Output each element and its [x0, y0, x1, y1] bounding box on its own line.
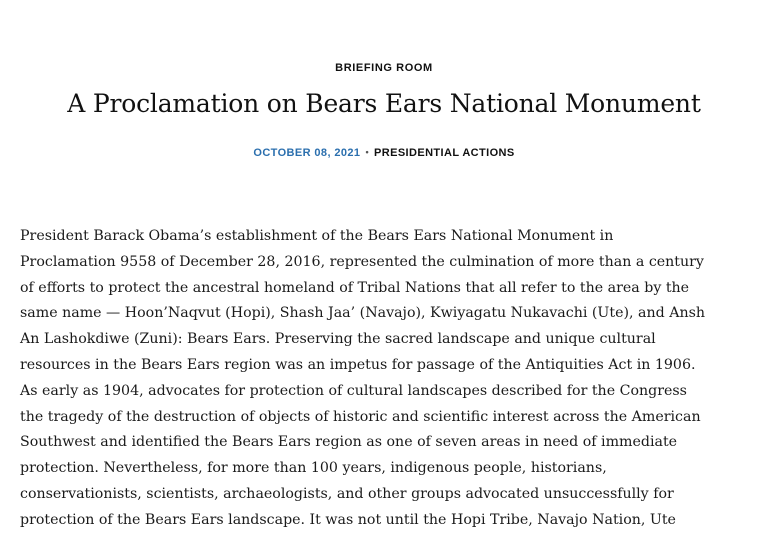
body-line: An Lashokdiwe (Zuni): Bears Ears. Preserving the sacred landscape and unique cultural — [20, 331, 656, 348]
body-line: President Barack Obama’s establishment of the Bears Ears National Monument in — [20, 228, 614, 244]
article-body — [20, 224, 750, 534]
body-line: Southwest and identified the Bears Ears region as one of seven areas in need of immediate — [20, 434, 678, 451]
body-line: conservationists, scientists, archaeologists, and other groups advocated unsuccessfully for — [20, 485, 674, 502]
body-line: resources in the Bears Ears region was an impetus for passage of the Antiquities Act in 1906. — [20, 356, 696, 373]
body-line: of efforts to protect the ancestral homeland of Tribal Nations that all refer to the area by the — [20, 279, 690, 296]
body-line: the tragedy of the destruction of objects of historic and scientific interest across the American — [20, 408, 701, 425]
body-line: protection. Nevertheless, for more than 100 years, indigenous people, historians, — [20, 460, 607, 477]
body-line: protection of the Bears Ears landscape. It was not until the Hopi Tribe, Navajo Nation, Ute — [20, 511, 676, 528]
post-meta — [0, 147, 768, 159]
body-line: As early as 1904, advocates for protection of cultural landscapes described for the Congress — [20, 382, 687, 399]
post-date: OCTOBER 08, 2021 — [253, 147, 361, 159]
body-line: same name — Hoon’Naqvut (Hopi), Shash Jaa’ (Navajo), Kwiyagatu Nukavachi (Ute), and Ansh — [20, 305, 706, 322]
section-link-briefing-room[interactable]: BRIEFING ROOM — [335, 62, 433, 74]
meta-separator: • — [365, 147, 369, 157]
category-link-presidential-actions[interactable]: PRESIDENTIAL ACTIONS — [374, 147, 515, 159]
body-line: Proclamation 9558 of December 28, 2016, represented the culmination of more than a century — [20, 253, 704, 270]
page-title: A Proclamation on Bears Ears National Monument — [67, 89, 701, 118]
